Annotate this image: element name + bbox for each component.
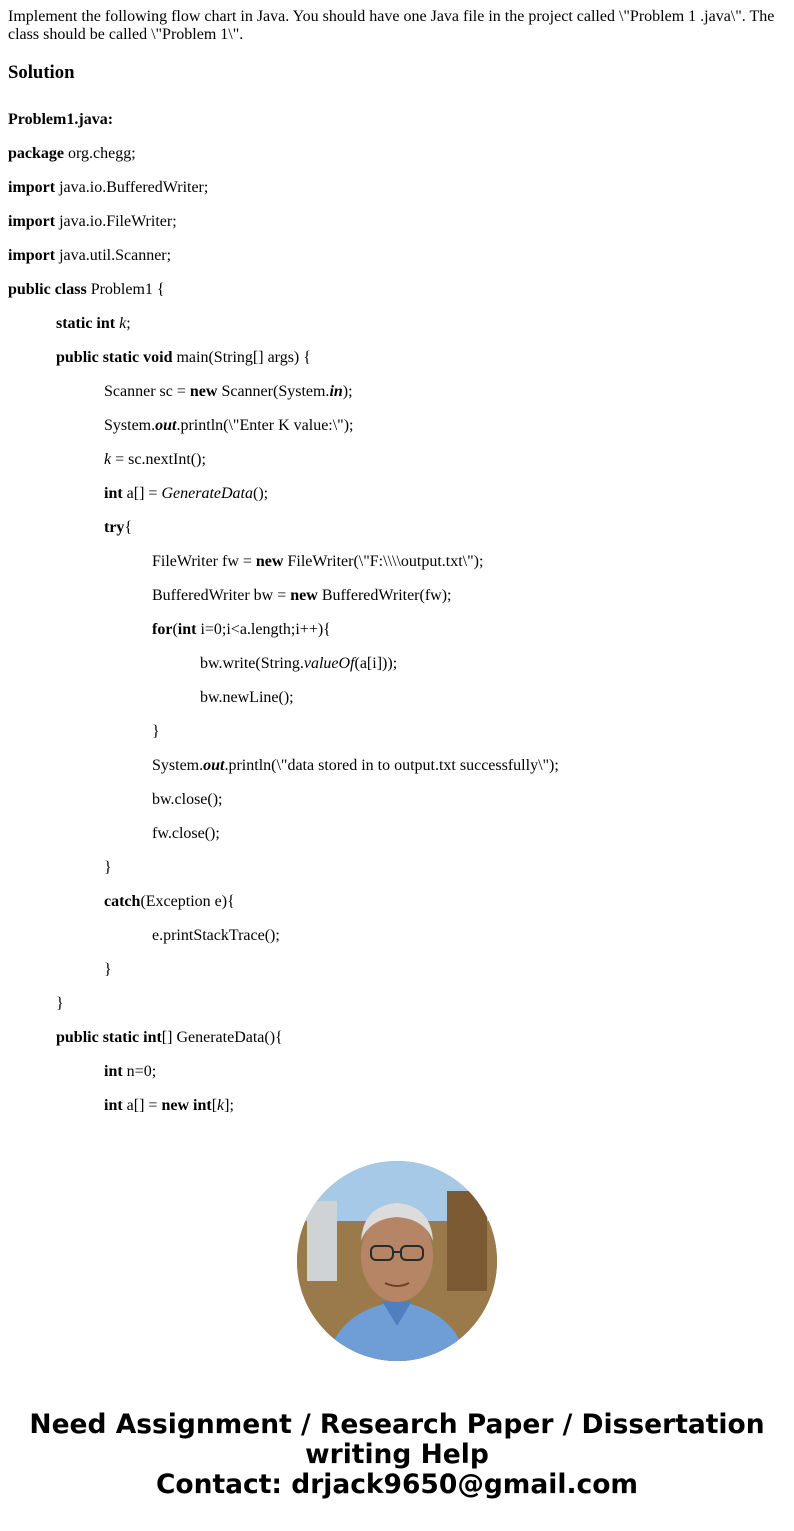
code-keyword: import xyxy=(8,213,56,230)
code-text: n=0; xyxy=(122,1063,157,1080)
code-keyword: package xyxy=(8,145,64,162)
code-text: bw.write(String. xyxy=(200,655,304,672)
code-keyword: int xyxy=(104,1063,123,1080)
solution-heading: Solution xyxy=(8,62,75,83)
code-text: java.util.Scanner; xyxy=(55,247,172,264)
code-keyword: new xyxy=(290,587,318,604)
code-text: Scanner(System. xyxy=(217,383,330,400)
code-keyword: for xyxy=(152,621,173,638)
code-text: ; xyxy=(126,315,131,332)
code-text: fw.close(); xyxy=(152,825,220,842)
author-avatar xyxy=(297,1161,497,1361)
code-static-field: out xyxy=(203,757,225,774)
code-line xyxy=(104,417,353,435)
code-text: (a[i])); xyxy=(354,655,398,672)
code-line xyxy=(8,145,136,163)
code-text: (Exception e){ xyxy=(140,893,235,910)
code-text: org.chegg; xyxy=(64,145,136,162)
code-text: (); xyxy=(252,485,269,502)
code-line xyxy=(104,485,268,503)
code-text: .println(\"data stored in to output.txt successfully\"); xyxy=(224,757,559,774)
code-italic: GenerateData xyxy=(161,485,253,502)
footer-contact: Contact: drjack9650@gmail.com xyxy=(155,1469,639,1500)
file-title: Problem1.java: xyxy=(8,111,114,128)
code-keyword: int xyxy=(177,621,197,638)
code-text: Problem1 { xyxy=(86,281,165,298)
code-italic: k xyxy=(104,451,112,468)
code-text: FileWriter(\"F:\\\\output.txt\"); xyxy=(283,553,484,570)
code-line xyxy=(104,1063,156,1081)
code-text: a[] = xyxy=(122,485,162,502)
document xyxy=(0,8,794,84)
code-line xyxy=(56,349,311,367)
code-line xyxy=(152,927,280,945)
code-static-field: out xyxy=(155,417,177,434)
code-keyword: public static int xyxy=(56,1029,162,1046)
code-text: System. xyxy=(104,417,156,434)
code-line xyxy=(8,179,208,197)
code-keyword: int xyxy=(104,485,123,502)
code-text: } xyxy=(104,961,112,978)
code-text: ]; xyxy=(224,1097,234,1114)
code-text: BufferedWriter bw = xyxy=(152,587,291,604)
code-line xyxy=(56,315,131,333)
footer-line-2: writing Help xyxy=(305,1439,489,1470)
code-line xyxy=(56,1029,283,1047)
code-line xyxy=(152,621,331,639)
code-line xyxy=(104,893,235,911)
code-text: java.io.FileWriter; xyxy=(55,213,177,230)
code-italic: k xyxy=(217,1097,225,1114)
code-text: = sc.nextInt(); xyxy=(111,451,206,468)
code-text: BufferedWriter(fw); xyxy=(317,587,452,604)
code-line xyxy=(8,247,171,265)
code-text: } xyxy=(56,995,64,1012)
code-line xyxy=(104,961,112,979)
code-line xyxy=(152,791,223,809)
code-keyword: public static void xyxy=(56,349,173,366)
code-text: [] GenerateData(){ xyxy=(161,1029,283,1046)
code-line xyxy=(200,689,294,707)
code-line xyxy=(8,281,165,299)
code-text: main(String[] args) { xyxy=(172,349,311,366)
code-text: java.io.BufferedWriter; xyxy=(55,179,209,196)
code-keyword: import xyxy=(8,247,56,264)
code-line xyxy=(104,1097,234,1115)
code-line xyxy=(56,995,64,1013)
code-keyword: public class xyxy=(8,281,87,298)
code-text: Scanner sc = xyxy=(104,383,190,400)
code-text: bw.close(); xyxy=(152,791,223,808)
code-line xyxy=(104,383,353,401)
code-keyword: try xyxy=(104,519,125,536)
code-static-field: in xyxy=(329,383,343,400)
author-photo-icon xyxy=(297,1161,497,1361)
code-text: ( xyxy=(172,621,178,638)
code-line xyxy=(152,553,483,571)
code-line xyxy=(152,587,452,605)
code-text: { xyxy=(124,519,133,536)
code-keyword: new xyxy=(189,383,218,400)
code-italic: valueOf xyxy=(303,655,355,672)
code-line xyxy=(152,723,160,741)
code-text: a[] = xyxy=(122,1097,162,1114)
code-text: .println(\"Enter K value:\"); xyxy=(176,417,354,434)
code-line xyxy=(8,213,177,231)
code-line xyxy=(104,859,112,877)
code-text: ); xyxy=(342,383,353,400)
footer-banner xyxy=(0,1410,794,1500)
code-text: e.printStackTrace(); xyxy=(152,927,280,944)
code-line xyxy=(152,757,559,775)
code-text: FileWriter fw = xyxy=(152,553,256,570)
code-text: [ xyxy=(211,1097,218,1114)
code-text: } xyxy=(152,723,160,740)
code-keyword: import xyxy=(8,179,56,196)
code-text: i=0;i<a.length;i++){ xyxy=(196,621,331,638)
code-line xyxy=(152,825,220,843)
code-line xyxy=(104,519,132,537)
code-italic: k xyxy=(119,315,127,332)
code-keyword: static int xyxy=(56,315,116,332)
code-keyword: new xyxy=(255,553,284,570)
code-text: } xyxy=(104,859,112,876)
code-line xyxy=(104,451,206,469)
code-text: bw.newLine(); xyxy=(200,689,294,706)
code-line xyxy=(200,655,397,673)
code-keyword: catch xyxy=(104,893,141,910)
code-text: System. xyxy=(152,757,204,774)
footer-line-1: Need Assignment / Research Paper / Dissertation xyxy=(29,1409,765,1440)
question-text: Implement the following flow chart in Java. You should have one Java file in the project called \"Problem 1 .java\". The class should be called \"Problem 1\". xyxy=(8,8,775,43)
code-keyword: int xyxy=(104,1097,123,1114)
code-keyword: new int xyxy=(161,1097,212,1114)
